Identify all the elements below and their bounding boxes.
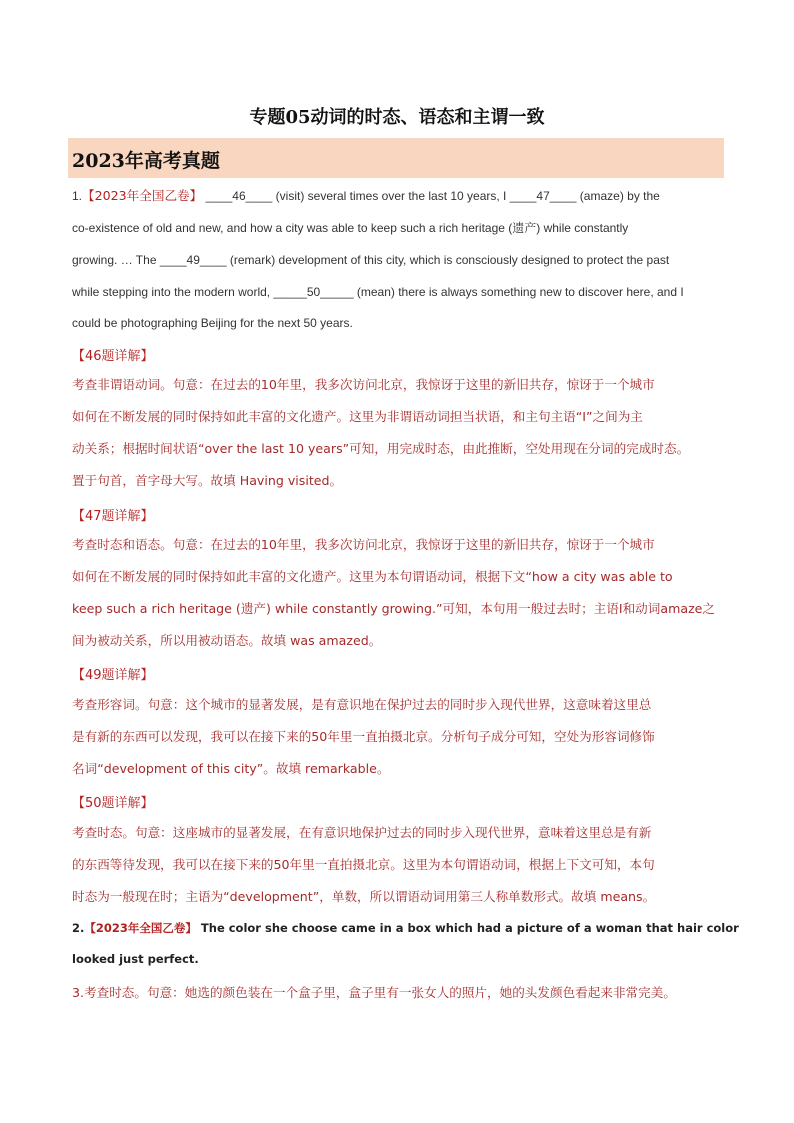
q2-number: 2. bbox=[72, 921, 85, 935]
answer-50-line: 时态为一般现在时；主语为“development”，单数，所以谓语动词用第三人称单数形式。故填 means。 bbox=[72, 889, 656, 904]
answer-46-line: 如何在不断发展的同时保持如此丰富的文化遗产。这里为非谓语动词担当状语，和主句主语“I”之间为主 bbox=[72, 409, 643, 424]
answer-3-line: 3.考查时态。句意：她选的颜色装在一个盒子里，盒子里有一张女人的照片，她的头发颜色看起来非常完美。 bbox=[72, 985, 676, 1000]
answer-47-line: keep such a rich heritage (遗产) while constantly growing.”可知，本句用一般过去时；主语I和动词amaze之 bbox=[72, 601, 716, 616]
q1-line-2: co-existence of old and new, and how a city was able to keep such a rich heritage (遗产) while constantly bbox=[72, 221, 629, 235]
answer-46-heading: 【46题详解】 bbox=[72, 349, 154, 364]
q1-text-1: ____46____ (visit) several times over the last 10 years, I ____47____ (amaze) by the bbox=[205, 189, 660, 203]
answer-47-line: 考查时态和语态。句意：在过去的10年里，我多次访问北京，我惊讶于这里的新旧共存，惊讶于一个城市 bbox=[72, 537, 655, 552]
answer-47-line: 间为被动关系，所以用被动语态。故填 was amazed。 bbox=[72, 633, 382, 648]
section-title: 2023年高考真题 bbox=[72, 150, 220, 172]
section-banner bbox=[68, 138, 724, 178]
q1-line-1 bbox=[72, 188, 732, 204]
answer-50-heading: 【50题详解】 bbox=[72, 796, 154, 811]
document-title: 专题05动词的时态、语态和主谓一致 bbox=[249, 107, 545, 128]
q2-line-2: looked just perfect. bbox=[72, 952, 199, 966]
answer-49-line: 考查形容词。句意：这个城市的显著发展，是有意识地在保护过去的同时步入现代世界，这意味着这里总 bbox=[72, 697, 652, 712]
answer-46-line: 置于句首，首字母大写。故填 Having visited。 bbox=[72, 473, 343, 488]
q2-line-1 bbox=[72, 920, 739, 936]
q1-source: 【2023年全国乙卷】 bbox=[82, 188, 203, 203]
q1-line-5: could be photographing Beijing for the next 50 years. bbox=[72, 316, 353, 330]
q1-line-3: growing. … The ____49____ (remark) development of this city, which is consciously designed to protect the past bbox=[72, 253, 670, 267]
answer-47-heading: 【47题详解】 bbox=[72, 509, 154, 524]
q2-source: 【2023年全国乙卷】 bbox=[84, 921, 197, 935]
answer-47-line: 如何在不断发展的同时保持如此丰富的文化遗产。这里为本句谓语动词，根据下文“how a city was able to bbox=[72, 569, 673, 584]
answer-49-heading: 【49题详解】 bbox=[72, 668, 154, 683]
answer-50-line: 考查时态。句意：这座城市的显著发展，在有意识地保护过去的同时步入现代世界，意味着这里总是有新 bbox=[72, 825, 652, 840]
answer-49-line: 名词“development of this city”。故填 remarkable。 bbox=[72, 761, 390, 776]
q2-text-1: The color she choose came in a box which had a picture of a woman that hair color bbox=[200, 921, 739, 935]
answer-46-line: 动关系；根据时间状语“over the last 10 years”可知，用完成时态，由此推断，空处用现在分词的完成时态。 bbox=[72, 441, 690, 456]
q1-line-4: while stepping into the modern world, _____50_____ (mean) there is always something new to discover here, and I bbox=[72, 285, 684, 299]
answer-49-line: 是有新的东西可以发现，我可以在接下来的50年里一直拍摄北京。分析句子成分可知，空处为形容词修饰 bbox=[72, 729, 655, 744]
q1-number: 1. bbox=[72, 189, 83, 203]
answer-46-line: 考查非谓语动词。句意：在过去的10年里，我多次访问北京，我惊讶于这里的新旧共存，惊讶于一个城市 bbox=[72, 377, 655, 392]
answer-50-line: 的东西等待发现，我可以在接下来的50年里一直拍摄北京。这里为本句谓语动词，根据上下文可知，本句 bbox=[72, 857, 655, 872]
